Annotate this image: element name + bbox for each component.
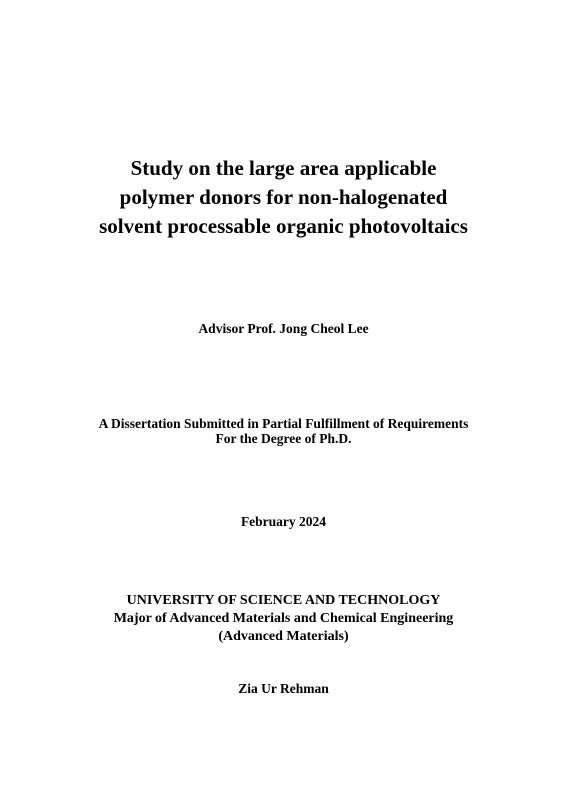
track-name: (Advanced Materials) (218, 629, 349, 644)
title-line-1: Study on the large area applicable (130, 156, 437, 180)
title-line-2: polymer donors for non-halogenated (119, 185, 448, 209)
major-name: Major of Advanced Materials and Chemical Engineering (113, 611, 454, 626)
submission-line-2: For the Degree of Ph.D. (215, 431, 352, 446)
title-line-3: solvent processable organic photovoltaics (99, 214, 468, 238)
advisor-name: Advisor Prof. Jong Cheol Lee (198, 321, 369, 336)
submission-date (0, 513, 567, 531)
advisor-block (0, 320, 567, 338)
date-text: February 2024 (240, 514, 327, 529)
submission-statement (0, 416, 567, 446)
dissertation-title (0, 154, 567, 241)
university-block (0, 592, 567, 646)
submission-line-1: A Dissertation Submitted in Partial Fulfillment of Requirements (98, 416, 469, 431)
author-block (0, 680, 567, 698)
author-name: Zia Ur Rehman (238, 681, 329, 696)
university-name: UNIVERSITY OF SCIENCE AND TECHNOLOGY (126, 593, 441, 608)
